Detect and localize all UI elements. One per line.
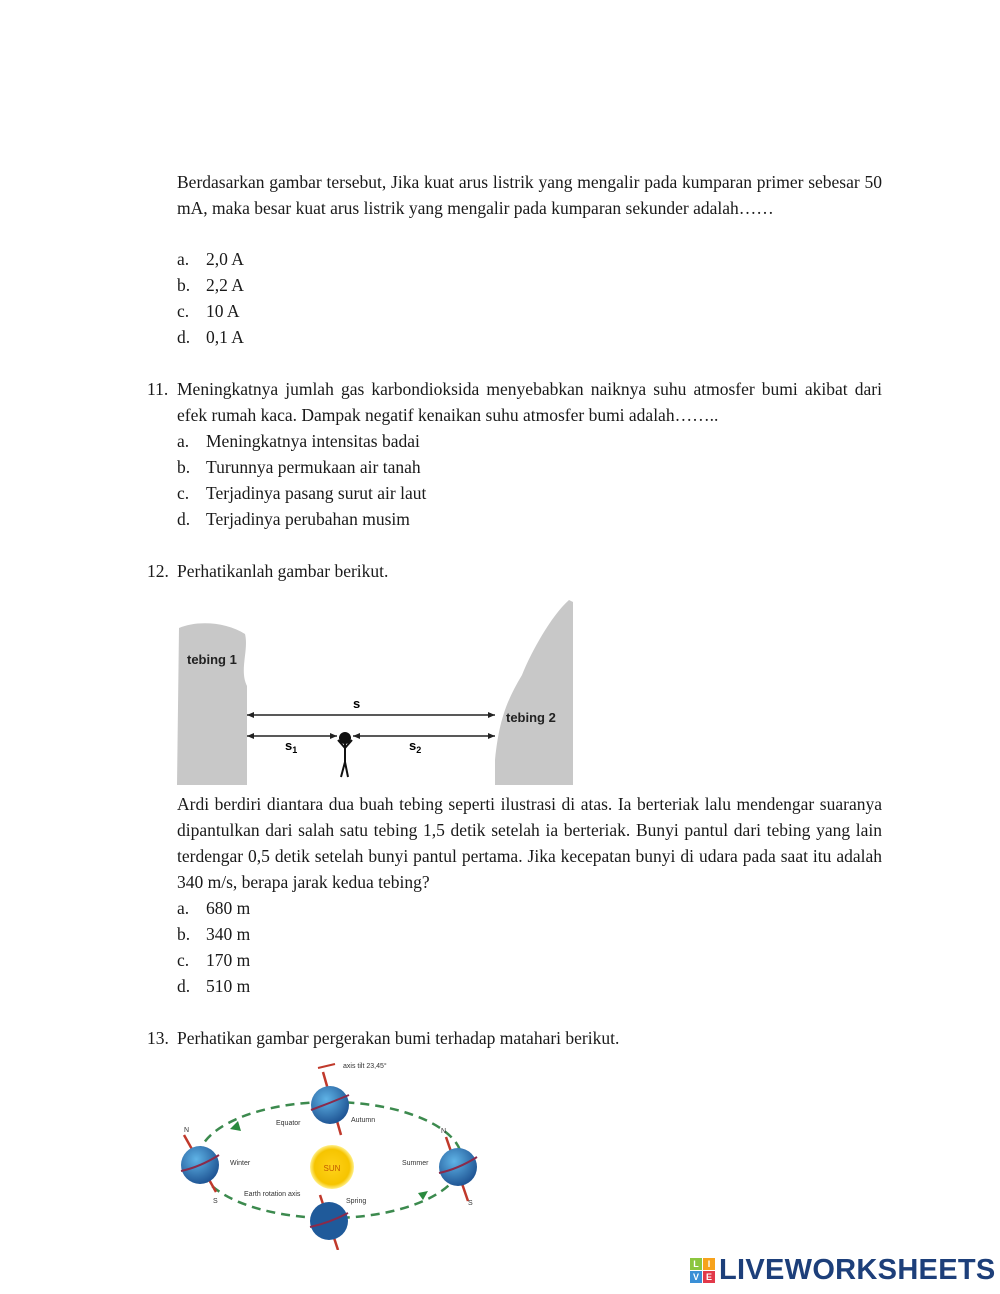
- q12-paragraph: Ardi berdiri diantara dua buah tebing seperti ilustrasi di atas. Ia berteriak lalu mendengar suaranya dipantulkan dari salah satu tebing 1,5 detik setelah ia berteriak. Bunyi pantul dari tebing yang lain terdengar 0,5 detik setelah bunyi pantul pertama. Jika kecepatan bunyi di udara pada saat itu adalah 340 m/s, berapa jarak kedua tebing?: [177, 794, 882, 892]
- rotation-axis-label: Earth rotation axis: [244, 1191, 301, 1198]
- q12-option-c[interactable]: c. 170 m: [177, 950, 251, 970]
- q10-option-b[interactable]: b. 2,2 A: [177, 275, 244, 295]
- q13-text: Perhatikan gambar pergerakan bumi terhadap matahari berikut.: [177, 1028, 620, 1048]
- q11-text: Meningkatnya jumlah gas karbondioksida menyebabkan naiknya suhu atmosfer bumi akibat dari efek rumah kaca. Dampak negatif kenaikan suhu atmosfer bumi adalah……..: [177, 379, 882, 425]
- earth-spring-icon: [310, 1195, 348, 1250]
- q12-text: Perhatikanlah gambar berikut.: [177, 561, 389, 581]
- svg-text:S: S: [213, 1198, 218, 1205]
- liveworksheets-logo: [690, 1254, 996, 1287]
- q11-option-d[interactable]: d. Terjadinya perubahan musim: [177, 509, 410, 529]
- svg-text:SUN: SUN: [323, 1164, 341, 1173]
- winter-label: Winter: [230, 1160, 251, 1167]
- q10-option-d[interactable]: d. 0,1 A: [177, 327, 244, 347]
- cliff-1-shape: [177, 623, 247, 785]
- cliff-1-label: tebing 1: [187, 652, 237, 667]
- svg-text:S: S: [468, 1200, 473, 1207]
- cliff-2-label: tebing 2: [506, 710, 556, 725]
- svg-text:N: N: [441, 1128, 447, 1135]
- q13-number: 13.: [147, 1028, 169, 1048]
- q10-text: Berdasarkan gambar tersebut, Jika kuat arus listrik yang mengalir pada kumparan primer sebesar 50 mA, maka besar kuat arus listrik yang mengalir pada kumparan sekunder adalah……: [177, 172, 882, 218]
- distance-s1-label: $s_1$: [285, 738, 298, 755]
- autumn-label: Autumn: [351, 1117, 376, 1124]
- q10-option-c[interactable]: c. 10 A: [177, 301, 240, 321]
- cliff-2-shape: [495, 600, 573, 785]
- q11-option-c[interactable]: c. Terjadinya pasang surut air laut: [177, 483, 427, 503]
- earth-autumn-icon: [311, 1072, 349, 1135]
- orbit-arrow-icon: [418, 1191, 428, 1200]
- q12: [147, 558, 882, 584]
- q11-option-b[interactable]: b. Turunnya permukaan air tanah: [177, 457, 421, 477]
- q11-option-a[interactable]: a. Meningkatnya intensitas badai: [177, 431, 420, 451]
- q12-number: 12.: [147, 561, 169, 581]
- q12-option-b[interactable]: b. 340 m: [177, 924, 251, 944]
- summer-label: Summer: [402, 1160, 429, 1167]
- axis-tilt-label: axis tilt 23,45°: [343, 1063, 387, 1070]
- person-icon: [338, 733, 352, 777]
- logo-text: LIVEWORKSHEETS: [719, 1254, 996, 1286]
- q11-number: 11.: [147, 379, 169, 399]
- spring-label: Spring: [346, 1198, 367, 1205]
- logo-tiles-icon: L I V E: [690, 1258, 715, 1283]
- q13: [147, 1025, 882, 1051]
- distance-s2-label: $s_2$: [409, 738, 422, 755]
- cliffs-figure: [177, 600, 573, 786]
- earth-orbit-figure: [170, 1055, 490, 1250]
- q11: [147, 376, 882, 428]
- earth-winter-icon: [181, 1135, 219, 1192]
- q10-option-a[interactable]: a. 2,0 A: [177, 249, 244, 269]
- q12-option-d[interactable]: d. 510 m: [177, 976, 251, 996]
- equator-label: Equator: [276, 1120, 301, 1127]
- q12-option-a[interactable]: a. 680 m: [177, 898, 251, 918]
- svg-text:N: N: [184, 1127, 190, 1134]
- distance-s-label: s: [353, 696, 361, 711]
